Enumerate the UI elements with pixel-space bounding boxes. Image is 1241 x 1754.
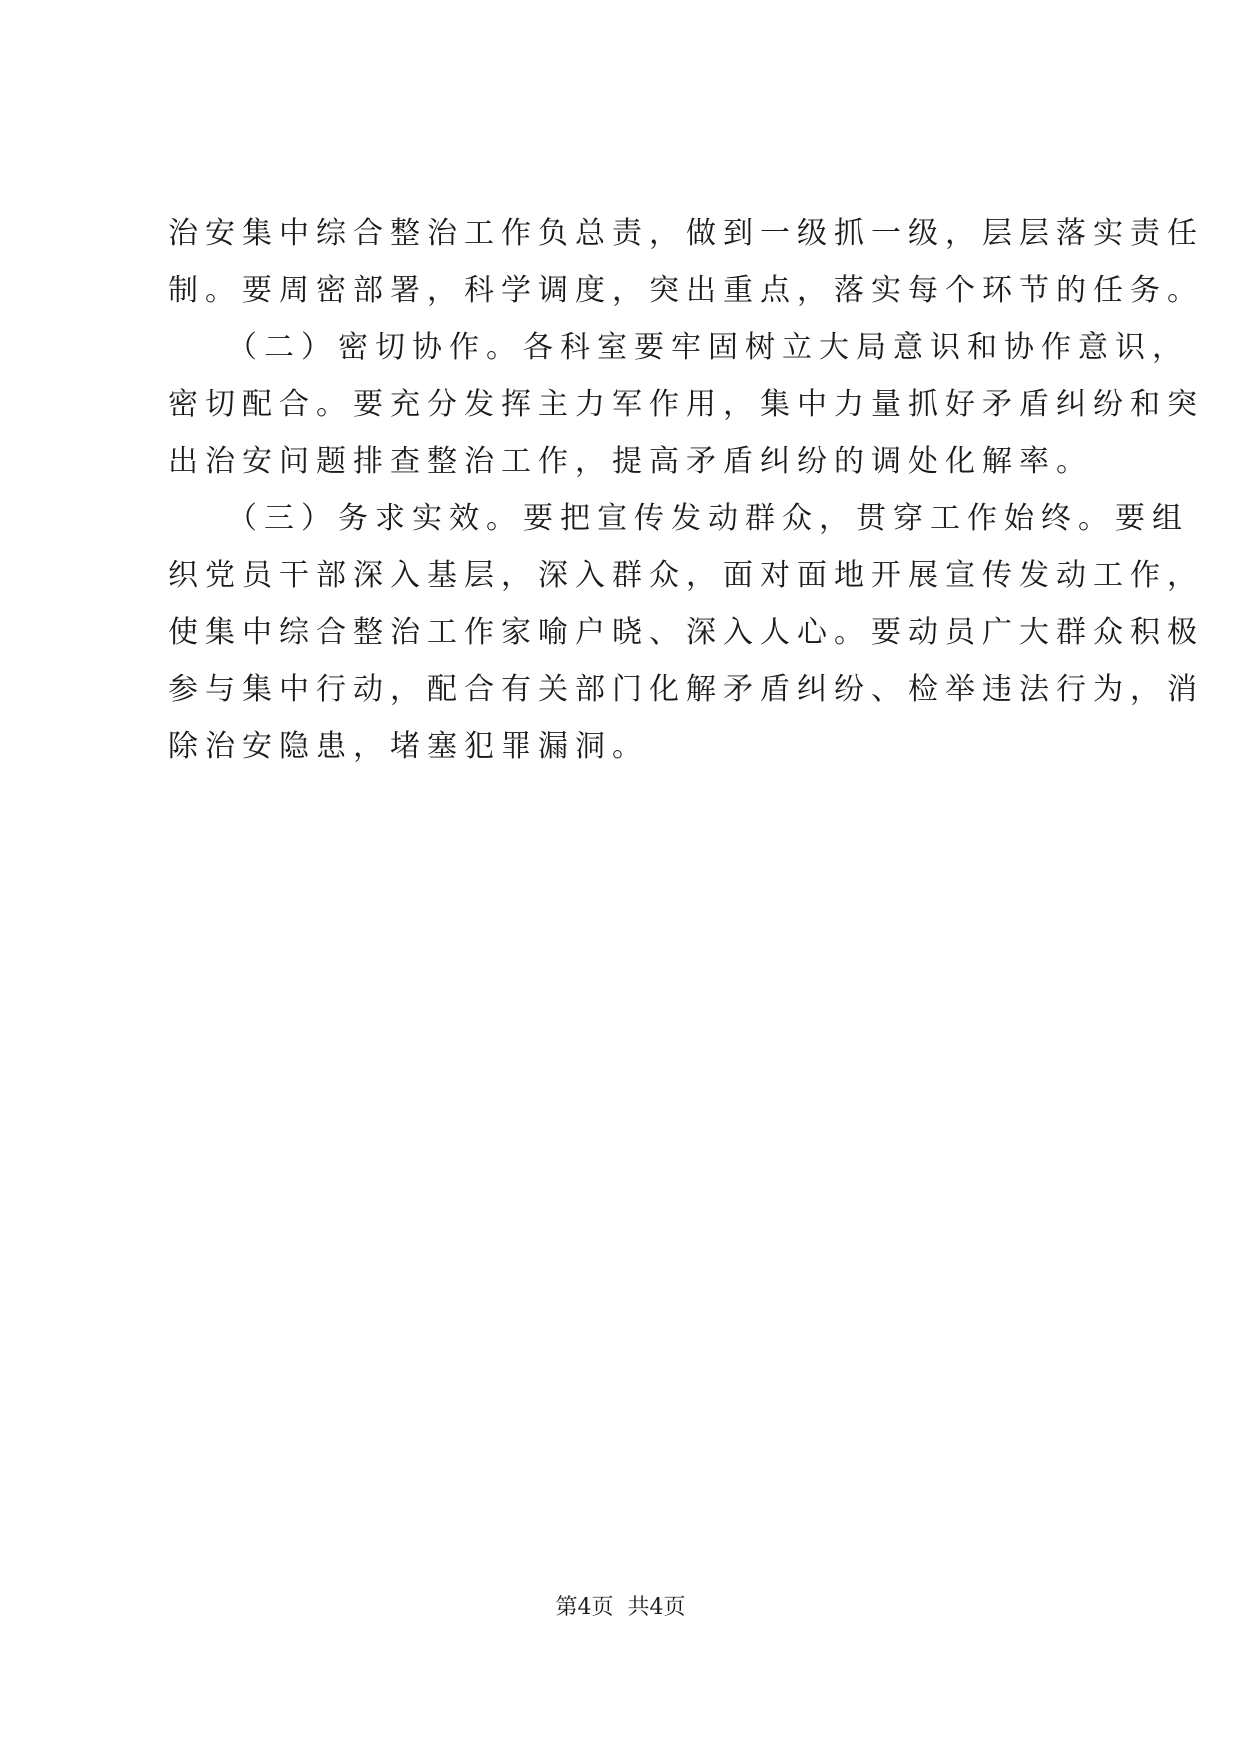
body-line: 除治安隐患，堵塞犯罪漏洞。 [168, 729, 649, 764]
body-line: 出治安问题排查整治工作，提高矛盾纠纷的调处化解率。 [168, 444, 1093, 479]
body-line: 密切配合。要充分发挥主力军作用，集中力量抓好矛盾纠纷和突 [168, 387, 1204, 422]
body-line: 制。要周密部署，科学调度，突出重点，落实每个环节的任务。 [168, 273, 1204, 308]
page-footer [0, 1593, 1241, 1623]
body-line: 织党员干部深入基层，深入群众，面对面地开展宣传发动工作， [168, 558, 1204, 593]
total-page-count: 共4页 [627, 1595, 686, 1620]
body-line: （三）务求实效。要把宣传发动群众，贯穿工作始终。要组 [168, 501, 1189, 536]
body-line: （二）密切协作。各科室要牢固树立大局意识和协作意识， [168, 330, 1189, 365]
current-page-number: 第4页 [555, 1595, 614, 1620]
body-line: 使集中综合整治工作家喻户晓、深入人心。要动员广大群众积极 [168, 615, 1204, 650]
body-line: 参与集中行动，配合有关部门化解矛盾纠纷、检举违法行为，消 [168, 672, 1204, 707]
document-body [168, 205, 1204, 775]
body-line: 治安集中综合整治工作负总责，做到一级抓一级，层层落实责任 [168, 216, 1204, 251]
